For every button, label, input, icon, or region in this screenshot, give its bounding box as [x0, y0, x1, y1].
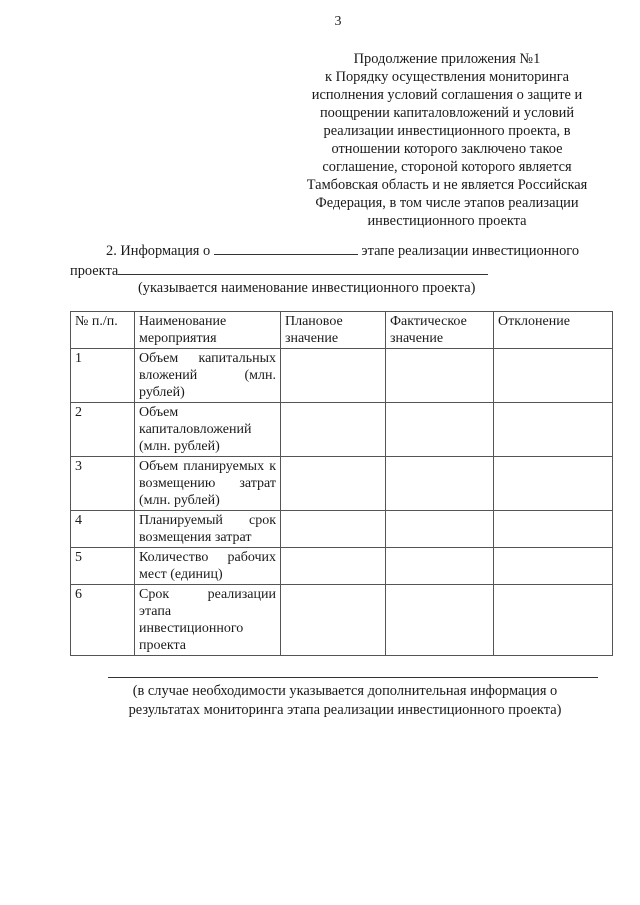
- table-row: [71, 349, 613, 403]
- actual-cell[interactable]: [386, 511, 494, 548]
- project-hint: (указывается наименование инвестиционного проекта): [138, 280, 476, 296]
- row-num: 2: [71, 403, 135, 457]
- table-row: [71, 548, 613, 585]
- appendix-heading: [282, 50, 612, 230]
- actual-cell[interactable]: [386, 585, 494, 656]
- hint-line: (в случае необходимости указывается дополнительная информация о: [132, 683, 558, 699]
- col-header-planned: Плановое значение: [281, 312, 386, 349]
- page-number: 3: [334, 14, 342, 29]
- heading-line: Продолжение приложения №1: [353, 51, 541, 67]
- actual-cell[interactable]: [386, 548, 494, 585]
- col-header-name: Наименование мероприятия: [135, 312, 281, 349]
- col-header-deviation: Отклонение: [494, 312, 613, 349]
- col-header-actual: Фактическое значение: [386, 312, 494, 349]
- section-label-cont: этапе реализации инвестиционного: [361, 243, 580, 259]
- heading-line: отношении которого заключено такое: [331, 141, 563, 157]
- actual-cell[interactable]: [386, 457, 494, 511]
- project-name-blank-field[interactable]: [118, 262, 488, 275]
- heading-line: Тамбовская область и не является Российская: [306, 177, 588, 193]
- actual-cell[interactable]: [386, 349, 494, 403]
- table-row: [71, 585, 613, 656]
- additional-info-hint: [80, 682, 610, 720]
- row-num: 5: [71, 548, 135, 585]
- deviation-cell[interactable]: [494, 548, 613, 585]
- section-label: 2. Информация о: [106, 243, 211, 259]
- planned-cell[interactable]: [281, 349, 386, 403]
- row-name: Объем планируемых к возмещению затрат (млн. рублей): [135, 457, 281, 511]
- row-num: 1: [71, 349, 135, 403]
- planned-cell[interactable]: [281, 403, 386, 457]
- deviation-cell[interactable]: [494, 349, 613, 403]
- project-line: [70, 262, 610, 280]
- actual-cell[interactable]: [386, 403, 494, 457]
- hint-line: результатах мониторинга этапа реализации инвестиционного проекта): [128, 702, 562, 718]
- planned-cell[interactable]: [281, 511, 386, 548]
- heading-line: соглашение, стороной которого является: [322, 159, 572, 175]
- planned-cell[interactable]: [281, 585, 386, 656]
- section-info-line: [70, 242, 610, 260]
- heading-line: к Порядку осуществления мониторинга: [324, 69, 570, 85]
- monitoring-table: [70, 311, 613, 656]
- deviation-cell[interactable]: [494, 511, 613, 548]
- row-name: Объем капиталовложений (млн. рублей): [135, 403, 281, 457]
- row-num: 4: [71, 511, 135, 548]
- table-header-row: [71, 312, 613, 349]
- row-name: Планируемый срок возмещения затрат: [135, 511, 281, 548]
- table-row: [71, 457, 613, 511]
- deviation-cell[interactable]: [494, 457, 613, 511]
- planned-cell[interactable]: [281, 548, 386, 585]
- heading-line: Федерация, в том числе этапов реализации: [315, 195, 579, 211]
- col-header-num: № п./п.: [71, 312, 135, 349]
- heading-line: инвестиционного проекта: [367, 213, 527, 229]
- additional-info-blank-field[interactable]: [108, 677, 598, 678]
- row-name: Количество рабочих мест (единиц): [135, 548, 281, 585]
- planned-cell[interactable]: [281, 457, 386, 511]
- deviation-cell[interactable]: [494, 585, 613, 656]
- table-row: [71, 403, 613, 457]
- row-name: Объем капитальных вложений (млн. рублей): [135, 349, 281, 403]
- deviation-cell[interactable]: [494, 403, 613, 457]
- heading-line: поощрении капиталовложений и условий: [319, 105, 575, 121]
- table-row: [71, 511, 613, 548]
- heading-line: реализации инвестиционного проекта, в: [323, 123, 571, 139]
- row-num: 3: [71, 457, 135, 511]
- row-name: Срок реализации этапа инвестиционного проекта: [135, 585, 281, 656]
- stage-blank-field[interactable]: [214, 242, 358, 255]
- project-label: проекта: [70, 263, 119, 279]
- heading-line: исполнения условий соглашения о защите и: [311, 87, 583, 103]
- row-num: 6: [71, 585, 135, 656]
